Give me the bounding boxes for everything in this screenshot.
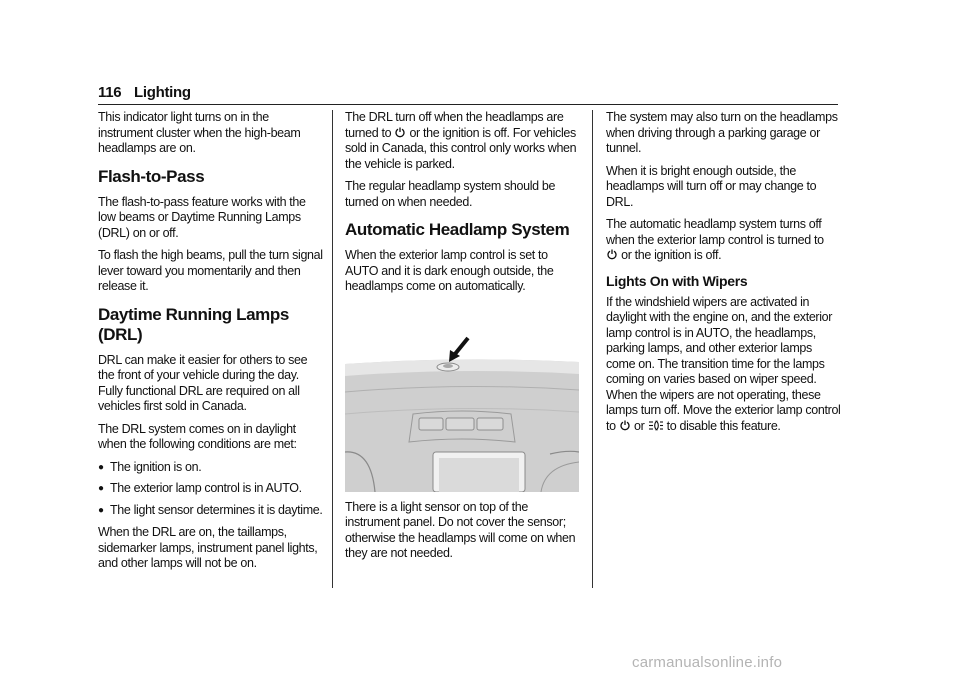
paragraph: The regular headlamp system should be turned on when needed. <box>345 179 556 209</box>
figure-caption: There is a light sensor on top of the instrument panel. Do not cover the sensor; otherwise the headlamps will come on when they are not needed. <box>345 499 576 560</box>
column-1 <box>98 110 324 579</box>
bullet-icon: ● <box>98 504 104 516</box>
paragraph: The flash-to-pass feature works with the low beams or Daytime Running Lamps (DRL) on or off. <box>98 194 306 240</box>
intro-paragraph: This indicator light turns on in the instrument cluster when the high-beam headlamps are on. <box>98 110 301 155</box>
power-off-icon <box>620 420 630 431</box>
section-title: Lighting <box>134 84 191 101</box>
paragraph: The system may also turn on the headlamps when driving through a parking garage or tunnel. <box>606 110 838 155</box>
paragraph: The DRL system comes on in daylight when the following conditions are met: <box>98 421 297 451</box>
paragraph: If the windshield wipers are activated in daylight with the engine on, and the exterior lamp control is in AUTO, the headlamps, parking lamps, and other exterior lamps come on. The transition time for the lamps coming on varies based on wiper speed. When the wipers are not operating, these lamps turn off. Move the exterior lamp control to or to disable this feature. <box>606 294 841 433</box>
paragraph: When the exterior lamp control is set to AUTO and it is dark enough outside, the headlamps come on automatically. <box>345 248 554 293</box>
power-off-icon <box>395 127 405 138</box>
column-divider <box>592 110 593 588</box>
heading-drl: Daytime Running Lamps (DRL) <box>98 304 289 344</box>
page-number: 116 <box>98 84 122 101</box>
paragraph: When it is bright enough outside, the headlamps will turn off or may change to DRL. <box>606 163 817 209</box>
paragraph: The automatic headlamp system turns off when the exterior lamp control is turned to or the ignition is off. <box>606 217 824 262</box>
list-item: ● The exterior lamp control is in AUTO. <box>98 481 302 495</box>
paragraph: DRL can make it easier for others to see the front of your vehicle during the day. Fully functional DRL are required on all vehicles first sold in Canada. <box>98 352 308 413</box>
paragraph: The DRL turn off when the headlamps are turned to or the ignition is off. For vehicles sold in Canada, this control only works when the vehicle is parked. <box>345 110 577 171</box>
heading-lights-on-with-wipers: Lights On with Wipers <box>606 272 748 289</box>
column-2 <box>345 110 581 569</box>
paragraph: To flash the high beams, pull the turn signal lever toward you momentarily and then release it. <box>98 248 323 293</box>
list-item: ● The ignition is on. <box>98 459 202 474</box>
light-sensor-illustration <box>345 334 579 492</box>
bullet-icon: ● <box>98 483 104 494</box>
heading-automatic-headlamp: Automatic Headlamp System <box>345 220 570 239</box>
drl-conditions-list <box>98 460 324 519</box>
heading-flash-to-pass: Flash-to-Pass <box>98 166 205 186</box>
watermark[interactable]: carmanualsonline.info <box>632 654 783 671</box>
column-divider <box>332 110 333 588</box>
page-header <box>98 84 838 105</box>
paragraph: When the DRL are on, the taillamps, sidemarker lamps, instrument panel lights, and other lamps will not be on. <box>98 525 318 570</box>
bullet-icon: ● <box>98 461 104 473</box>
power-off-icon <box>607 249 617 260</box>
list-item: ● The light sensor determines it is daytime. <box>98 502 323 517</box>
parking-lamp-icon <box>649 420 663 431</box>
column-3 <box>606 110 842 441</box>
